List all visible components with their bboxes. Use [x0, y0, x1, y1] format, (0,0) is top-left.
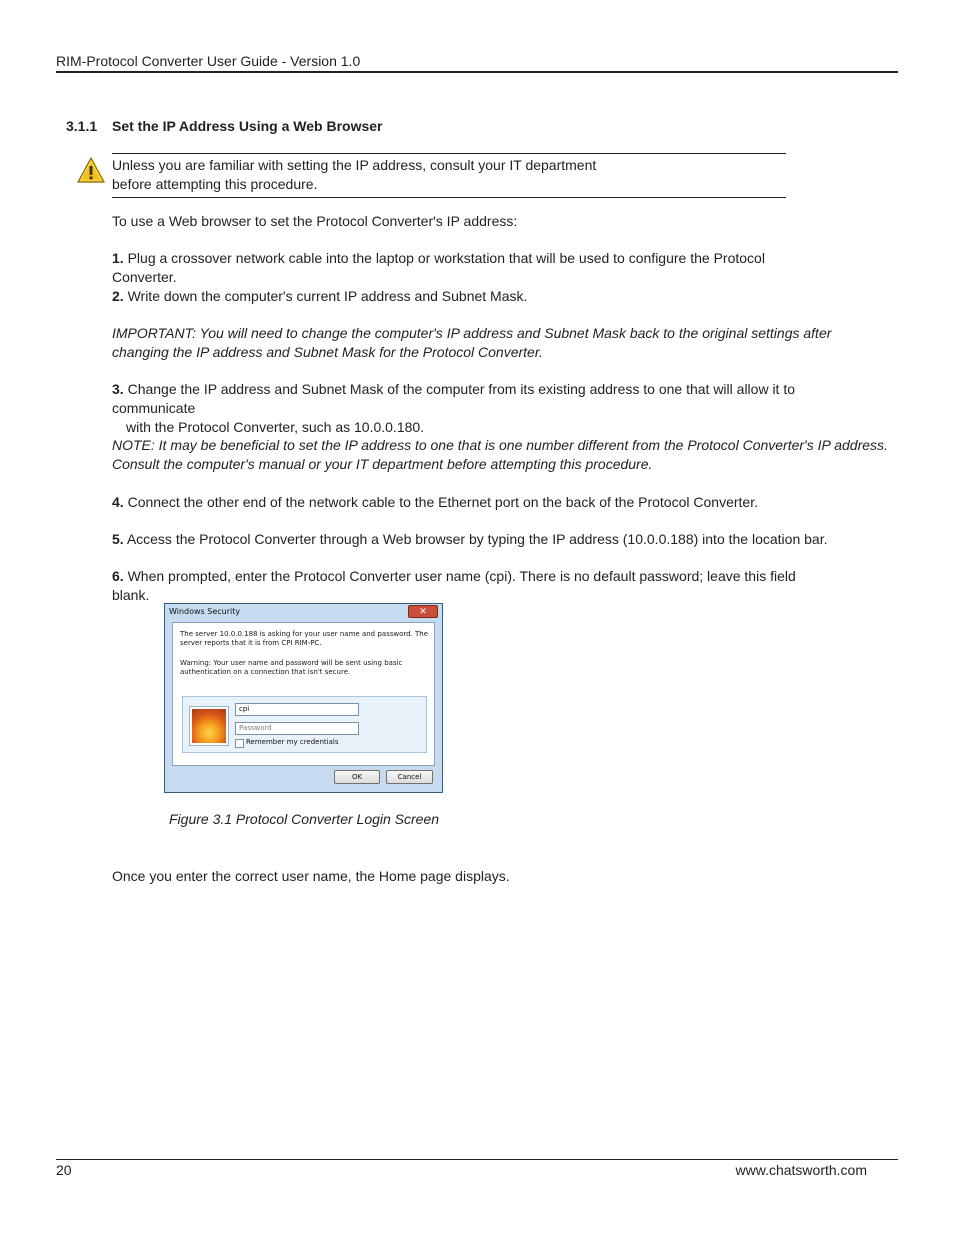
page-number: 20 [56, 1162, 72, 1178]
footer-rule [56, 1159, 898, 1160]
figure-caption: Figure 3.1 Protocol Converter Login Screen [169, 811, 440, 827]
password-field[interactable]: Password [235, 722, 359, 735]
step-number: 5. [112, 531, 124, 547]
step-4 [112, 493, 832, 512]
step-3 [112, 380, 832, 437]
step-2 [112, 287, 832, 306]
caution-top-rule [112, 153, 786, 154]
step-text-continued: with the Protocol Converter, such as 10.0.0.180. [126, 419, 425, 435]
step-number: 6. [112, 568, 124, 584]
intro-text: To use a Web browser to set the Protocol Converter's IP address: [112, 213, 518, 229]
dialog-message-line-1: The server 10.0.0.188 is asking for your user name and password. The [180, 630, 429, 638]
step-text: When prompted, enter the Protocol Converter user name (cpi). There is no default password; leave this field blank. [112, 568, 796, 603]
note-line-1: NOTE: It may be beneficial to set the IP address to one that is one number different from the Protocol Converter's IP address. [112, 437, 888, 453]
caution-line-1: Unless you are familiar with setting the IP address, consult your IT department [112, 157, 597, 173]
section-title: Set the IP Address Using a Web Browser [112, 118, 383, 134]
caution-bottom-rule [112, 197, 786, 198]
website-link[interactable]: www.chatsworth.com [735, 1162, 867, 1178]
step-text: Connect the other end of the network cable to the Ethernet port on the back of the Protocol Converter. [127, 494, 758, 510]
note-line-2: Consult the computer's manual or your IT department before attempting this procedure. [112, 456, 653, 472]
step-text: Plug a crossover network cable into the laptop or workstation that will be used to configure the Protocol Converter. [112, 250, 765, 285]
ok-button[interactable]: OK [334, 770, 380, 784]
running-header: RIM-Protocol Converter User Guide - Version 1.0 [56, 53, 361, 69]
dialog-body [172, 622, 435, 766]
user-avatar-icon [190, 707, 228, 745]
section-heading [66, 118, 382, 134]
username-field[interactable]: cpi [235, 703, 359, 716]
step-number: 1. [112, 250, 124, 266]
step-text: Access the Protocol Converter through a Web browser by typing the IP address (10.0.0.188) into the location bar. [126, 531, 828, 547]
dialog-warning-line-1: Warning: Your user name and password will be sent using basic [180, 659, 403, 667]
closing-text: Once you enter the correct user name, the Home page displays. [112, 868, 510, 884]
step-text: Change the IP address and Subnet Mask of the computer from its existing address to one that will allow it to communicate [112, 381, 796, 416]
important-line-1: IMPORTANT: You will need to change the computer's IP address and Subnet Mask back to the original settings after [112, 325, 832, 341]
cancel-button[interactable]: Cancel [386, 770, 433, 784]
dialog-title: Windows Security [169, 607, 241, 616]
remember-checkbox[interactable] [235, 739, 244, 748]
step-number: 2. [112, 288, 124, 304]
credentials-panel [182, 696, 427, 753]
close-icon[interactable]: ✕ [408, 605, 438, 618]
warning-icon [77, 157, 105, 183]
important-line-2: changing the IP address and Subnet Mask for the Protocol Converter. [112, 344, 543, 360]
login-dialog [164, 603, 443, 793]
remember-label: Remember my credentials [246, 738, 339, 746]
dialog-message-line-2: server reports that it is from CPI RIM-PC. [180, 639, 322, 647]
step-number: 4. [112, 494, 124, 510]
step-text: Write down the computer's current IP address and Subnet Mask. [127, 288, 528, 304]
step-5 [112, 530, 832, 549]
header-rule [56, 71, 898, 73]
step-6 [112, 567, 832, 605]
caution-line-2: before attempting this procedure. [112, 176, 318, 192]
dialog-warning-line-2: authentication on a connection that isn't secure. [180, 668, 351, 676]
step-number: 3. [112, 381, 124, 397]
section-number: 3.1.1 [66, 118, 98, 134]
step-1 [112, 249, 832, 287]
